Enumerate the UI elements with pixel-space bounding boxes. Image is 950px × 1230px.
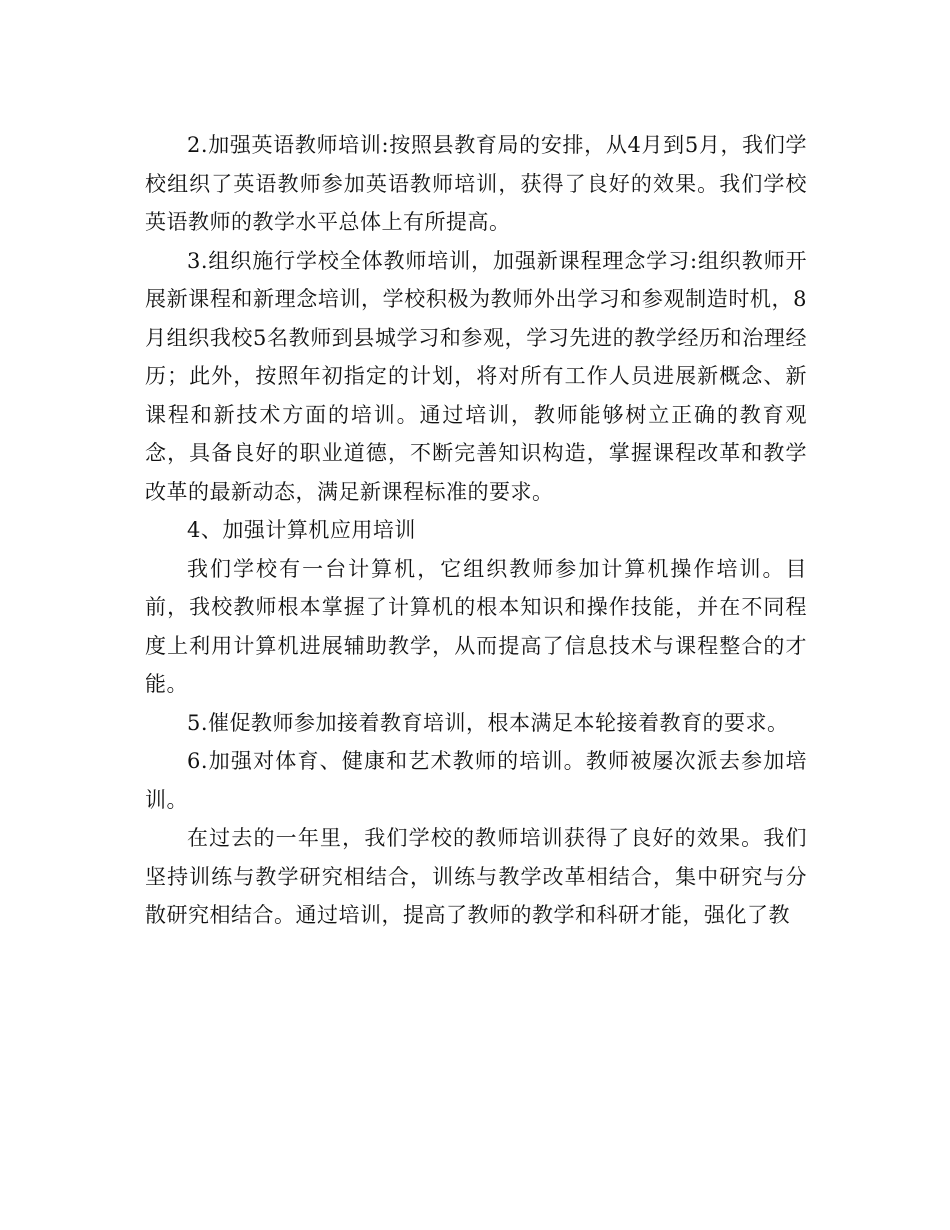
paragraph-year-summary: 在过去的一年里，我们学校的教师培训获得了良好的效果。我们坚持训练与教学研究相结合，训练与教学改革相结合，集中研究与分散研究相结合。通过培训，提高了教师的教学和科研才能，强化了教 [145, 826, 807, 927]
paragraph-continuing-education: 5.催促教师参加接着教育培训，根本满足本轮接着教育的要求。 [187, 710, 789, 735]
document-body [145, 126, 807, 935]
paragraph-computer-training: 我们学校有一台计算机，它组织教师参加计算机操作培训。目前，我校教师根本掌握了计算机的根本知识和操作技能，并在不同程度上利用计算机进展辅助教学，从而提高了信息技术与课程整合的才能。 [145, 556, 807, 696]
paragraph-english-teacher-training: 2.加强英语教师培训:按照县教育局的安排，从4月到5月，我们学校组织了英语教师参加英语教师培训，获得了良好的效果。我们学校英语教师的教学水平总体上有所提高。 [145, 133, 807, 234]
paragraph-computer-training-heading: 4、加强计算机应用培训 [187, 518, 416, 542]
paragraph-arts-pe-training: 6.加强对体育、健康和艺术教师的培训。教师被屡次派去参加培训。 [145, 749, 807, 812]
paragraph-all-staff-training: 3.组织施行学校全体教师培训，加强新课程理念学习:组织教师开展新课程和新理念培训，学校积极为教师外出学习和参观制造时机，8月组织我校5名教师到县城学习和参观，学习先进的教学经历和治理经历；此外，按照年初指定的计划，将对所有工作人员进展新概念、新课程和新技术方面的培训。通过培训，教师能够树立正确的教育观念，具备良好的职业道德，不断完善知识构造，掌握课程改革和教学改革的最新动态，满足新课程标准的要求。 [145, 248, 807, 504]
